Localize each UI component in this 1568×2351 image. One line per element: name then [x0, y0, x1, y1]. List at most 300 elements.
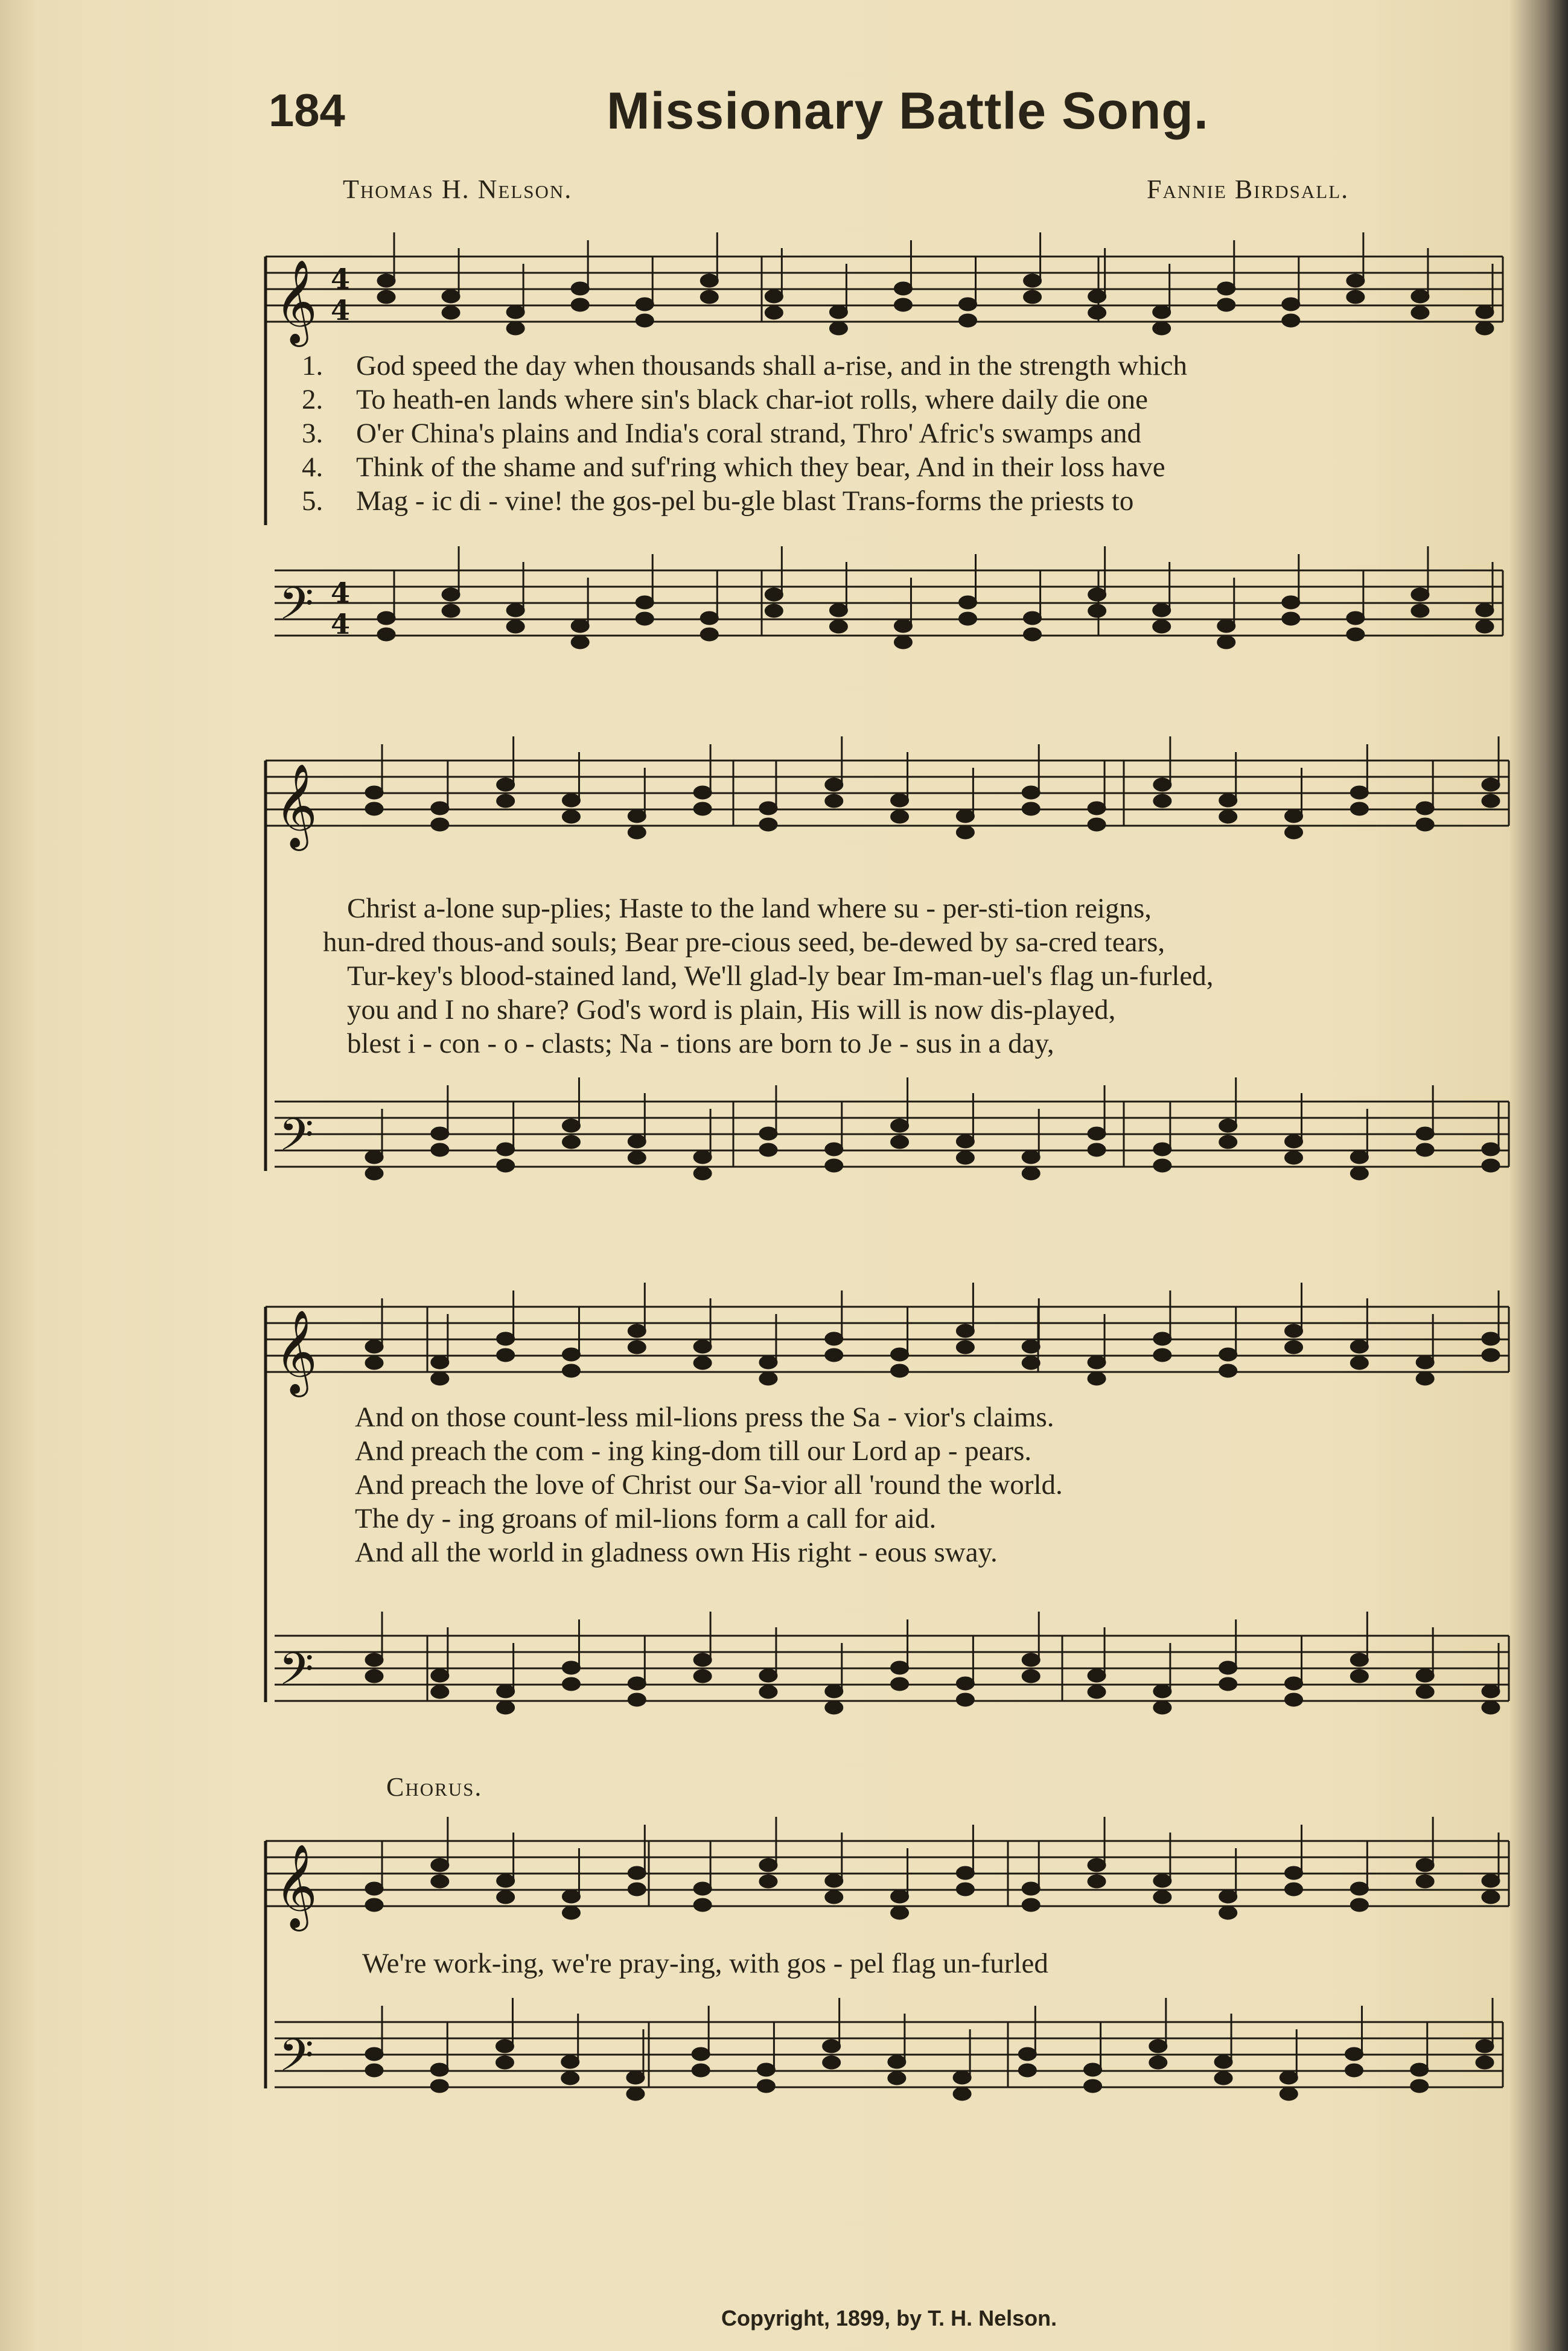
notehead [1019, 2048, 1036, 2060]
notehead [823, 2040, 840, 2052]
notehead [1150, 2056, 1167, 2069]
notehead [366, 2048, 383, 2060]
notehead [627, 2088, 644, 2100]
notehead [496, 2056, 513, 2069]
notehead [628, 1883, 645, 1895]
notehead [497, 795, 514, 807]
notehead [760, 1875, 777, 1887]
notehead [765, 290, 782, 302]
notehead [1417, 802, 1433, 814]
notehead [1286, 1325, 1302, 1337]
notehead [1218, 299, 1235, 311]
notehead [694, 1899, 711, 1911]
notehead [1476, 2056, 1493, 2069]
notehead [826, 1333, 843, 1345]
notehead [891, 1365, 908, 1377]
notehead [830, 620, 847, 633]
notehead [1482, 1333, 1499, 1345]
notehead [1153, 306, 1170, 318]
notehead [442, 589, 459, 601]
notehead [694, 1151, 711, 1163]
notehead [694, 1670, 711, 1682]
lyric-line: 1. God speed the day when thousands shall a-rise, and in the strength which [302, 350, 1188, 381]
notehead [1150, 2040, 1167, 2052]
notehead [823, 2056, 840, 2069]
notehead [1417, 1875, 1433, 1887]
notehead [432, 1875, 448, 1887]
staff-system2-bass [275, 1102, 1509, 1167]
lyric-line: 2. To heath-en lands where sin's black char-iot rolls, where daily die one [302, 384, 1148, 415]
notehead [1346, 2064, 1363, 2076]
page-number: 184 [269, 85, 345, 136]
notehead [1215, 2056, 1232, 2068]
notehead [894, 636, 911, 648]
lyric-line: 4. Think of the shame and suf'ring which they bear, And in their loss have [302, 451, 1165, 483]
notehead [378, 628, 395, 640]
notehead [1088, 1373, 1105, 1385]
notehead [628, 1867, 645, 1879]
notehead [826, 795, 843, 807]
notehead [1153, 322, 1170, 334]
notehead [957, 1341, 974, 1353]
notehead [1089, 290, 1106, 302]
notehead [1220, 794, 1237, 806]
verse-block-2 [323, 892, 1214, 1061]
verse-block-1 [302, 349, 1187, 518]
bass-clef-icon: 𝄢 [279, 578, 314, 641]
notehead [1476, 620, 1493, 633]
lyricist-credit: Thomas H. Nelson. [343, 174, 573, 204]
notehead [694, 1167, 711, 1179]
notehead [497, 1333, 514, 1345]
notehead [957, 1152, 974, 1164]
notehead [563, 794, 579, 806]
lyric-line: And on those count-less mil-lions press the Sa - vior's claims. [355, 1402, 1054, 1433]
notehead [1283, 596, 1299, 608]
notehead [1024, 628, 1041, 640]
notehead [960, 596, 977, 608]
notehead [760, 1128, 777, 1140]
notehead [636, 613, 653, 625]
notehead [830, 322, 847, 334]
notehead [1218, 620, 1235, 632]
notehead [701, 612, 718, 624]
notehead [628, 1135, 645, 1147]
notehead [1286, 1341, 1302, 1353]
notehead [1482, 779, 1499, 791]
notehead [757, 2064, 774, 2076]
notehead [1088, 818, 1105, 831]
notehead [1351, 1151, 1368, 1163]
notehead [765, 307, 782, 319]
notehead [1022, 1883, 1039, 1895]
notehead [497, 1685, 514, 1697]
notehead [894, 299, 911, 311]
notehead [1351, 803, 1368, 815]
notehead [563, 1678, 579, 1690]
notehead [636, 596, 653, 608]
lyric-line: 5. Mag - ic di - vine! the gos-pel bu-gle blast Trans-forms the priests to [302, 485, 1134, 517]
treble-clef-icon: 𝄞 [275, 1310, 317, 1394]
notehead [1088, 1859, 1105, 1871]
notehead [1088, 802, 1105, 814]
notehead [957, 826, 974, 838]
notehead [1351, 1357, 1368, 1369]
notehead [1085, 2080, 1101, 2092]
notehead [507, 604, 524, 616]
notehead [563, 1136, 579, 1148]
notehead [1476, 604, 1493, 616]
notehead [891, 1890, 908, 1903]
notehead [563, 1348, 579, 1361]
notehead [1476, 306, 1493, 318]
time-signature: 4 [331, 263, 351, 295]
notehead [1220, 1136, 1237, 1148]
notehead [432, 818, 448, 831]
notehead [957, 1694, 974, 1706]
notehead [1417, 1373, 1433, 1385]
lyric-line: Tur-key's blood-stained land, We'll glad-ly bear Im-man-uel's flag un-furled, [347, 960, 1214, 992]
notehead [760, 1670, 777, 1682]
notehead [1218, 282, 1235, 295]
notehead [960, 314, 977, 327]
notehead [891, 1120, 908, 1132]
notehead [378, 275, 395, 287]
notehead [1482, 795, 1499, 807]
notehead [1351, 1167, 1368, 1179]
notehead [1286, 1883, 1302, 1895]
notehead [627, 2072, 644, 2084]
notehead [572, 636, 588, 648]
svg-text:4: 4 [331, 608, 351, 640]
notehead [891, 1662, 908, 1674]
notehead [826, 1685, 843, 1697]
notehead [497, 779, 514, 791]
notehead [765, 589, 782, 601]
notehead [366, 803, 383, 815]
notehead [1085, 2064, 1101, 2076]
notehead [1286, 1152, 1302, 1164]
notehead [701, 275, 718, 287]
notehead [563, 1120, 579, 1132]
notehead [1218, 636, 1235, 648]
notehead [830, 306, 847, 318]
notehead [891, 811, 908, 823]
notehead [1089, 589, 1106, 601]
notehead [432, 1373, 448, 1385]
notehead [497, 1160, 514, 1172]
lyric-line: you and I no share? God's word is plain, His will is now dis-played, [347, 994, 1116, 1026]
notehead [1088, 1144, 1105, 1156]
notehead [1482, 1702, 1499, 1714]
chorus-label: Chorus. [386, 1772, 483, 1802]
notehead [826, 779, 843, 791]
notehead [366, 1883, 383, 1895]
notehead [572, 620, 588, 632]
notehead [1283, 298, 1299, 310]
notehead [1351, 1341, 1368, 1353]
notehead [891, 1678, 908, 1690]
notehead [497, 1702, 514, 1714]
notehead [957, 1135, 974, 1147]
notehead [1476, 2040, 1493, 2052]
notehead [1417, 1670, 1433, 1682]
notehead [760, 1859, 777, 1871]
notehead [888, 2056, 905, 2068]
notehead [1154, 1160, 1171, 1172]
notehead [628, 1325, 645, 1337]
notehead [826, 1891, 843, 1903]
notehead [894, 620, 911, 632]
notehead [1417, 818, 1433, 831]
notehead [497, 1349, 514, 1361]
notehead [1220, 1907, 1237, 1919]
notehead [1351, 1883, 1368, 1895]
svg-text:4: 4 [331, 576, 351, 609]
notehead [1220, 1120, 1237, 1132]
notehead [507, 306, 524, 318]
treble-clef-icon: 𝄞 [275, 260, 317, 343]
notehead [1286, 1694, 1302, 1706]
notehead [888, 2072, 905, 2084]
notehead [1286, 1135, 1302, 1147]
notehead [1417, 1128, 1433, 1140]
notehead [1482, 1685, 1499, 1697]
notehead [692, 2048, 709, 2060]
notehead [1347, 291, 1364, 303]
notehead [760, 1373, 777, 1385]
notehead [760, 1356, 777, 1368]
lyric-line: And preach the com - ing king-dom till our Lord ap - pears. [355, 1435, 1032, 1467]
notehead [1024, 291, 1041, 303]
notehead [957, 1883, 974, 1895]
bass-clef-icon: 𝄢 [279, 1643, 314, 1706]
notehead [563, 1662, 579, 1674]
notehead [1022, 1167, 1039, 1179]
notehead [1153, 604, 1170, 616]
bass-clef-icon: 𝄢 [279, 2029, 314, 2093]
notehead [366, 1654, 383, 1666]
notehead [1286, 826, 1302, 838]
lyric-line: The dy - ing groans of mil-lions form a call for aid. [355, 1503, 937, 1534]
notehead [1153, 620, 1170, 633]
notehead [563, 1907, 579, 1919]
lyric-line: blest i - con - o - clasts; Na - tions are born to Je - sus in a day, [347, 1028, 1054, 1059]
lyric-line: And all the world in gladness own His right - eous sway. [355, 1537, 998, 1568]
notehead [1346, 2048, 1363, 2060]
notehead [1154, 1143, 1171, 1155]
notehead [563, 1365, 579, 1377]
notehead [1220, 1348, 1237, 1361]
notehead [432, 1859, 448, 1871]
notehead [1089, 605, 1106, 617]
notehead [366, 2064, 383, 2076]
lyric-line: hun-dred thous-and souls; Bear pre-cious seed, be-dewed by sa-cred tears, [323, 927, 1165, 958]
notehead [431, 2080, 448, 2092]
notehead [1022, 1670, 1039, 1682]
notehead [954, 2088, 970, 2100]
notehead [497, 1875, 514, 1887]
notehead [366, 1357, 383, 1369]
notehead [765, 605, 782, 617]
notehead [496, 2040, 513, 2052]
notehead [562, 2056, 579, 2068]
notehead [830, 604, 847, 616]
notehead [1347, 275, 1364, 287]
notehead [960, 613, 977, 625]
bass-clef-icon: 𝄢 [279, 1109, 314, 1172]
notehead [366, 1899, 383, 1911]
notehead [432, 1144, 448, 1156]
notehead [1019, 2064, 1036, 2076]
notehead [1476, 322, 1493, 334]
notehead [1215, 2072, 1232, 2084]
notehead [957, 1325, 974, 1337]
notehead [1024, 612, 1041, 624]
notehead [1482, 1349, 1499, 1361]
notehead [1220, 1662, 1237, 1674]
time-signature: 4 [331, 294, 351, 327]
notehead [954, 2072, 970, 2084]
notehead [694, 1341, 711, 1353]
notehead [628, 1677, 645, 1689]
notehead [1482, 1160, 1499, 1172]
notehead [431, 2064, 448, 2076]
notehead [1286, 1867, 1302, 1879]
notehead [1482, 1875, 1499, 1887]
notehead [701, 291, 718, 303]
notehead [562, 2072, 579, 2084]
notehead [1351, 1654, 1368, 1666]
notehead [1417, 1686, 1433, 1698]
notehead [960, 298, 977, 310]
copyright-notice: Copyright, 1899, by T. H. Nelson. [721, 2306, 1057, 2330]
notehead [826, 1702, 843, 1714]
notehead [826, 1349, 843, 1361]
notehead [694, 1883, 711, 1895]
notehead [378, 291, 395, 303]
notehead [442, 290, 459, 302]
notehead [1347, 628, 1364, 640]
notehead [1089, 307, 1106, 319]
notehead [1417, 1144, 1433, 1156]
notehead [826, 1143, 843, 1155]
notehead [572, 299, 588, 311]
notehead [628, 1694, 645, 1706]
notehead [891, 1907, 908, 1919]
notehead [1280, 2072, 1297, 2084]
notehead [432, 802, 448, 814]
notehead [694, 1357, 711, 1369]
notehead [1022, 1357, 1039, 1369]
notehead [442, 307, 459, 319]
notehead [1154, 795, 1171, 807]
notehead [1351, 1670, 1368, 1682]
notehead [563, 811, 579, 823]
notehead [1022, 1341, 1039, 1353]
notehead [1220, 811, 1237, 823]
notehead [1412, 589, 1429, 601]
notehead [1088, 1356, 1105, 1368]
notehead [628, 810, 645, 822]
lyric-line: Christ a-lone sup-plies; Haste to the land where su - per-sti-tion reigns, [347, 893, 1152, 924]
notehead [1412, 605, 1429, 617]
notehead [366, 1151, 383, 1163]
notehead [1286, 1677, 1302, 1689]
notehead [1411, 2080, 1428, 2092]
notehead [694, 1654, 711, 1666]
treble-clef-icon: 𝄞 [275, 764, 317, 847]
notehead [760, 1686, 777, 1698]
notehead [1022, 1899, 1039, 1911]
notehead [1220, 1365, 1237, 1377]
notehead [957, 810, 974, 822]
notehead [891, 794, 908, 806]
notehead [1351, 1899, 1368, 1911]
notehead [760, 818, 777, 831]
lyric-line: And preach the love of Christ our Sa-vior all 'round the world. [355, 1469, 1063, 1501]
notehead [563, 1890, 579, 1903]
notehead [636, 314, 653, 327]
notehead [1088, 1128, 1105, 1140]
notehead [760, 802, 777, 814]
notehead [757, 2080, 774, 2092]
notehead [1417, 1859, 1433, 1871]
notehead [694, 786, 711, 799]
treble-clef-icon: 𝄞 [275, 1844, 317, 1928]
notehead [1286, 810, 1302, 822]
notehead [1482, 1891, 1499, 1903]
chorus-lyrics [362, 1947, 1048, 1980]
notehead [366, 786, 383, 799]
notehead [1220, 1678, 1237, 1690]
notehead [1220, 1890, 1237, 1903]
notehead [432, 1670, 448, 1682]
notehead [957, 1677, 974, 1689]
page-title: Missionary Battle Song. [607, 82, 1209, 140]
notehead [1283, 613, 1299, 625]
notehead [497, 1891, 514, 1903]
notehead [1412, 307, 1429, 319]
notehead [1154, 1702, 1171, 1714]
composer-credit: Fannie Birdsall. [1147, 174, 1350, 204]
notehead [507, 620, 524, 633]
notehead [628, 826, 645, 838]
notehead [1482, 1143, 1499, 1155]
notehead [692, 2064, 709, 2076]
notehead [432, 1128, 448, 1140]
notehead [1022, 803, 1039, 815]
notehead [1088, 1875, 1105, 1887]
notehead [442, 605, 459, 617]
lyric-line: We're work-ing, we're pray-ing, with gos - pel flag un-furled [362, 1948, 1048, 1979]
notehead [1347, 612, 1364, 624]
notehead [432, 1356, 448, 1368]
verse-block-3 [355, 1400, 1063, 1569]
notehead [636, 298, 653, 310]
notehead [1154, 1349, 1171, 1361]
notehead [366, 1670, 383, 1682]
notehead [891, 1136, 908, 1148]
notehead [760, 1144, 777, 1156]
notehead [894, 282, 911, 295]
notehead [1154, 1685, 1171, 1697]
notehead [1088, 1670, 1105, 1682]
notehead [1154, 779, 1171, 791]
notehead [1022, 786, 1039, 799]
notehead [1154, 1875, 1171, 1887]
notehead [1022, 1151, 1039, 1163]
